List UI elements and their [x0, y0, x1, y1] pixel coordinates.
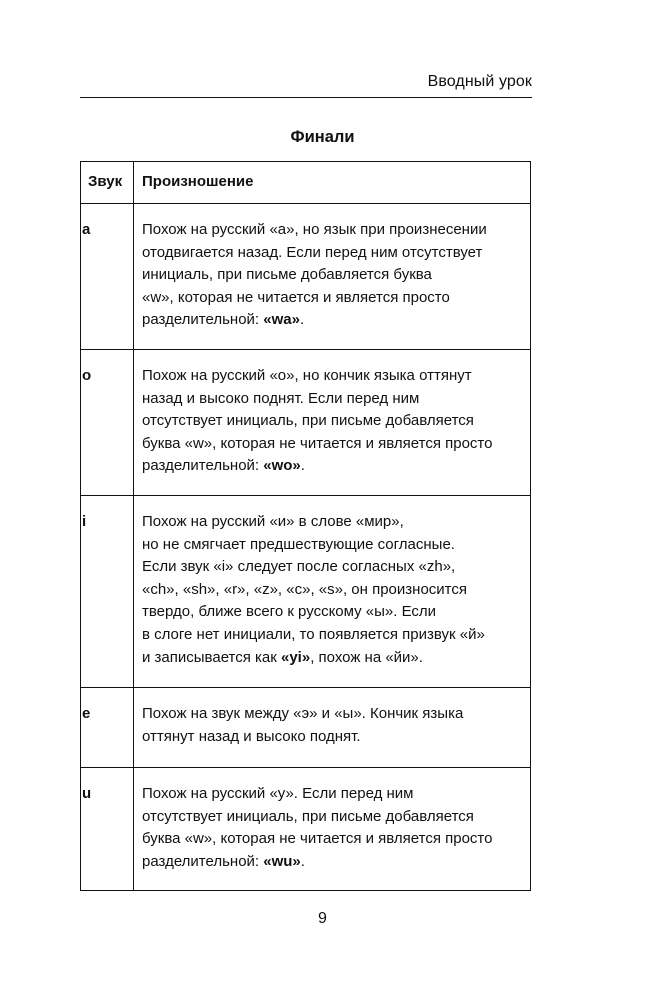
finals-table	[80, 161, 531, 891]
table-row	[81, 204, 531, 350]
pronunciation-cell	[134, 204, 531, 350]
table-row	[81, 496, 531, 688]
pronunciation-last-line	[142, 647, 522, 670]
example-spelling: «wo»	[263, 457, 301, 475]
pronunciation-cell	[134, 496, 531, 688]
text-prefix: разделительной:	[142, 457, 264, 475]
running-head: Вводный урок	[427, 73, 532, 90]
table-header-row	[81, 162, 531, 204]
pronunciation-line: в слоге нет инициали, то появляется призвук «й»	[142, 625, 485, 643]
pronunciation-line: буква «w», которая не читается и является просто	[142, 830, 493, 848]
sound-cell: u	[81, 768, 134, 891]
pronunciation-last-line	[142, 455, 522, 478]
pronunciation-line: отсутствует инициаль, при письме добавляется	[142, 807, 474, 825]
pronunciation-last-line	[142, 309, 522, 332]
example-spelling: «wa»	[263, 311, 300, 329]
pronunciation-line: отодвигается назад. Если перед ним отсутствует	[142, 243, 483, 261]
page-number: 9	[318, 910, 327, 927]
section-title: Финали	[290, 128, 355, 146]
pronunciation-line: оттянут назад и высоко поднят.	[142, 727, 361, 745]
text-prefix: и записывается как	[142, 648, 281, 666]
pronunciation-line: Похож на русский «о», но кончик языка оттянут	[142, 367, 472, 384]
pronunciation-line: «w», которая не читается и является просто	[142, 288, 450, 306]
sound-cell: o	[81, 350, 134, 496]
column-header-sound: Звук	[81, 162, 134, 204]
pronunciation-line: Похож на звук между «э» и «ы». Кончик языка	[142, 705, 464, 722]
table-row	[81, 688, 531, 768]
text-suffix: .	[299, 311, 305, 329]
pronunciation-line: буква «w», которая не читается и является просто	[142, 434, 493, 452]
pronunciation-last-line	[142, 851, 522, 874]
pronunciation-line: Похож на русский «и» в слове «мир»,	[142, 513, 404, 530]
text-suffix: .	[300, 852, 305, 870]
column-header-pronunciation: Произношение	[134, 162, 531, 204]
pronunciation-line: Если звук «i» следует после согласных «zh»,	[142, 558, 456, 576]
text-suffix: , похож на «йи».	[310, 648, 423, 666]
pronunciation-line: назад и высоко поднят. Если перед ним	[142, 389, 420, 407]
text-suffix: .	[300, 457, 305, 475]
header-rule	[80, 97, 532, 98]
example-spelling: «wu»	[263, 852, 301, 870]
pronunciation-line: отсутствует инициаль, при письме добавляется	[142, 412, 474, 430]
sound-cell: i	[81, 496, 134, 688]
pronunciation-line: «ch», «sh», «r», «z», «c», «s», он произносится	[142, 580, 467, 598]
pronunciation-line: Похож на русский «а», но язык при произнесении	[142, 221, 487, 238]
pronunciation-line: инициаль, при письме добавляется буква	[142, 266, 432, 284]
sound-cell: a	[81, 204, 134, 350]
text-prefix: разделительной:	[142, 852, 264, 870]
pronunciation-cell	[134, 350, 531, 496]
pronunciation-cell	[134, 768, 531, 891]
pronunciation-cell	[134, 688, 531, 768]
table-row	[81, 350, 531, 496]
text-prefix: разделительной:	[142, 311, 264, 329]
pronunciation-line: твердо, ближе всего к русскому «ы». Если	[142, 603, 437, 621]
pronunciation-line: Похож на русский «у». Если перед ним	[142, 785, 414, 802]
table-row	[81, 768, 531, 891]
example-spelling: «yi»	[281, 648, 311, 666]
sound-cell: e	[81, 688, 134, 768]
pronunciation-line: но не смягчает предшествующие согласные.	[142, 535, 455, 553]
